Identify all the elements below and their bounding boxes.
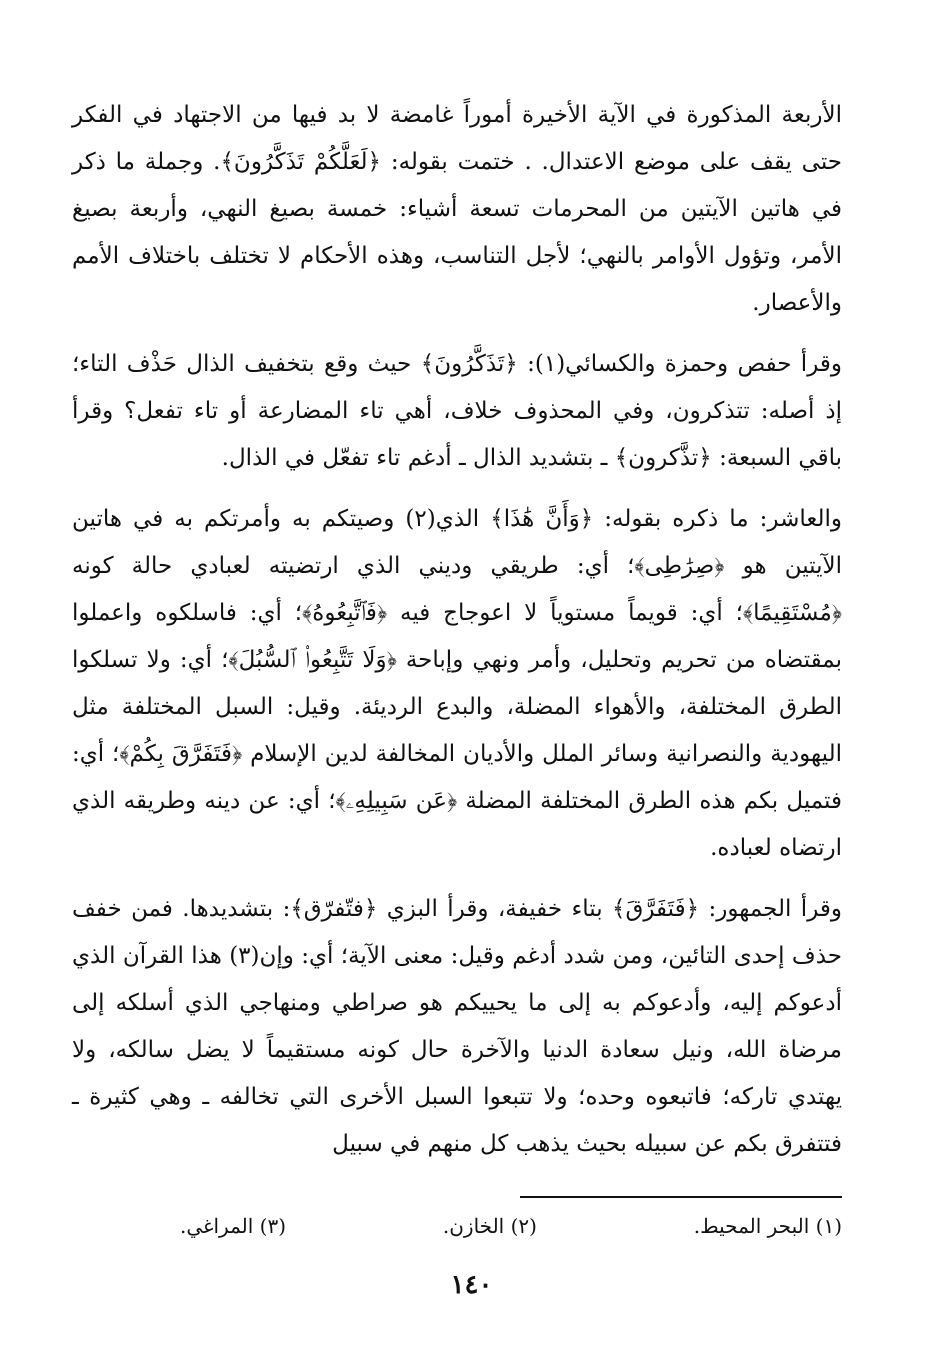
paragraph-1: الأربعة المذكورة في الآية الأخيرة أموراً غامضة لا بد فيها من الاجتهاد في الفكر حتى يقف على موضع الاعتدال. . ختمت بقوله: ﴿لَعَلَّكُمْ تَذَكَّرُونَ﴾. وجملة ما ذكر في هاتين الآيتين من المحرمات تسعة أشياء: خمسة بصيغ النهي، وأربعة بصيغ الأمر، وتؤول الأوامر بالنهي؛ لأجل التناسب، وهذه الأحكام لا تختلف باختلاف الأمم والأعصار. bbox=[72, 102, 842, 316]
footnote-divider bbox=[520, 1196, 842, 1198]
main-text bbox=[72, 92, 842, 1168]
page-number: ١٤٠ bbox=[450, 1270, 493, 1300]
footnote-3: (٣) المراغي. bbox=[180, 1214, 287, 1238]
footnote-2: (٢) الخازن. bbox=[442, 1214, 537, 1238]
paragraph-4: وقرأ الجمهور: ﴿فَتَفَرَّقَ﴾ بتاء خفيفة، وقرأ البزي ﴿فتّفرّق﴾: بتشديدها. فمن خفف حذف إحدى التائين، ومن شدد أدغم وقيل: معنى الآية؛ أي: وإن(٣) هذا القرآن الذي أدعوكم إليه، وأدعوكم به إلى ما يحييكم هو صراطي ومنهاجي الذي أسلكه إلى مرضاة الله، ونيل سعادة الدنيا والآخرة حال كونه مستقيماً لا يضل سالكه، ولا يهتدي تاركه؛ فاتبعوه وحده؛ ولا تتبعوا السبل الأخرى التي تخالفه ـ وهي كثيرة ـ فتتفرق بكم عن سبيله بحيث يذهب كل منهم في سبيل bbox=[72, 896, 842, 1157]
footnotes bbox=[180, 1214, 842, 1238]
footnote-1: (١) البحر المحيط. bbox=[693, 1214, 842, 1238]
paragraph-3: والعاشر: ما ذكره بقوله: ﴿وَأَنَّ هَٰذَا﴾ الذي(٢) وصيتكم به وأمرتكم به في هاتين الآيتين هو ﴿صِرَٰطِى﴾؛ أي: طريقي وديني الذي ارتضيته لعبادي حالة كونه ﴿مُسْتَقِيمًا﴾؛ أي: قويماً مستوياً لا اعوجاج فيه ﴿فَٱتَّبِعُوهُ﴾؛ أي: فاسلكوه واعملوا بمقتضاه من تحريم وتحليل، وأمر ونهي وإباحة ﴿وَلَا تَتَّبِعُوا۟ ٱلسُّبُلَ﴾؛ أي: ولا تسلكوا الطرق المختلفة، والأهواء المضلة، والبدع الرديئة. وقيل: السبل المختلفة مثل اليهودية والنصرانية وسائر الملل والأديان المخالفة لدين الإسلام ﴿فَتَفَرَّقَ بِكُمْ﴾؛ أي: فتميل بكم هذه الطرق المختلفة المضلة ﴿عَن سَبِيلِهِۦ﴾؛ أي: عن دينه وطريقه الذي ارتضاه لعباده. bbox=[72, 506, 842, 861]
paragraph-2: وقرأ حفص وحمزة والكسائي(١): ﴿تَذَكَّرُونَ﴾ حيث وقع بتخفيف الذال حَذْف التاء؛ إذ أصله: تتذكرون، وفي المحذوف خلاف، أهي تاء المضارعة أو تاء تفعل؟ وقرأ باقي السبعة: ﴿تذَّكرون﴾ ـ بتشديد الذال ـ أدغم تاء تفعّل في الذال. bbox=[72, 351, 842, 471]
